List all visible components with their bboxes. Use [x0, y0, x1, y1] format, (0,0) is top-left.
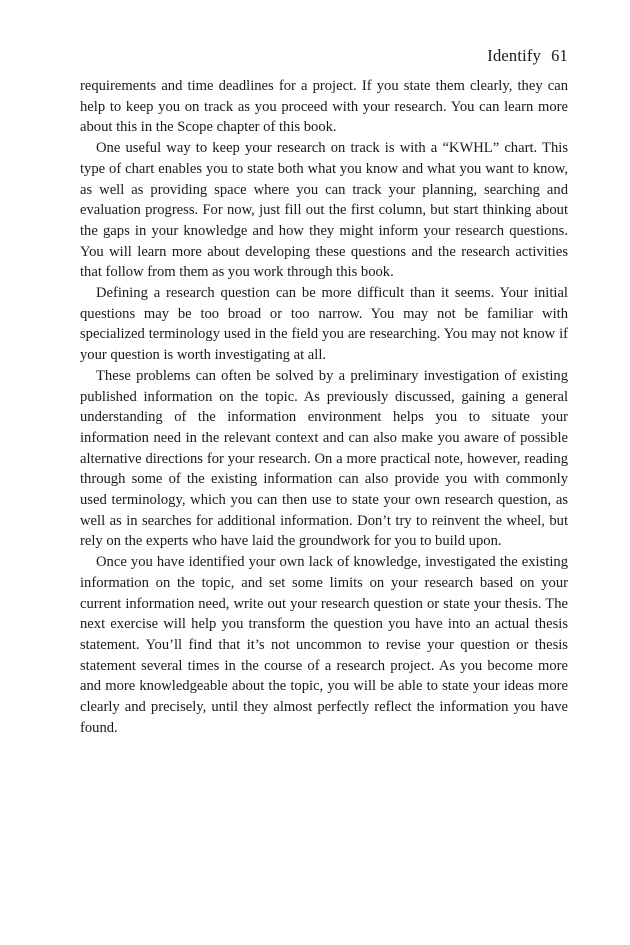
paragraph-defining-question: Defining a research question can be more difficult than it seems. Your initial questions may be too broad or too narrow. You may not be familiar with specialized terminology used in the field you are researching. You may not know if your question is worth investigating at all.: [80, 285, 568, 364]
page-number: 61: [551, 46, 568, 65]
book-page: [80, 46, 568, 739]
paragraph-continued: requirements and time deadlines for a project. If you state them clearly, they can help to keep you on track as you proceed with your research. You can learn more about this in the Scope chapter of this book.: [80, 78, 568, 136]
body-text: [80, 76, 568, 739]
paragraph-thesis-statement: Once you have identified your own lack of knowledge, investigated the existing information on the topic, and set some limits on your research based on your current information need, write out your research question or state your thesis. The next exercise will help you transform the question you have into an actual thesis statement. You’ll find that it’s not uncommon to revise your question or thesis statement several times in the course of a research project. As you become more and more knowledgeable about the topic, you will be able to state your ideas more clearly and precisely, until they almost perfectly reflect the information you have found.: [80, 554, 568, 736]
paragraph-kwhl-chart: One useful way to keep your research on track is with a “KWHL” chart. This type of chart enables you to state both what you know and what you want to know, as well as providing space where you can track your planning, searching and evaluation progress. For now, just fill out the first column, but start thinking about the gaps in your knowledge and how they might inform your research questions. You will learn more about developing these questions and the research activities that follow from them as you work through this book.: [80, 140, 568, 281]
paragraph-preliminary-investigation: These problems can often be solved by a preliminary investigation of existing published information on the topic. As previously discussed, gaining a general understanding of the information environment helps you to situate your information need in the relevant context and can also make you aware of possible alternative directions for your research. On a more practical note, however, reading through some of the existing information can also provide you with commonly used terminology, which you can then use to state your own research question, as well as in searches for additional information. Don’t try to reinvent the wheel, but rely on the experts who have laid the groundwork for you to build upon.: [80, 367, 568, 550]
running-head-title: Identify: [487, 46, 542, 65]
running-head: [80, 46, 568, 66]
